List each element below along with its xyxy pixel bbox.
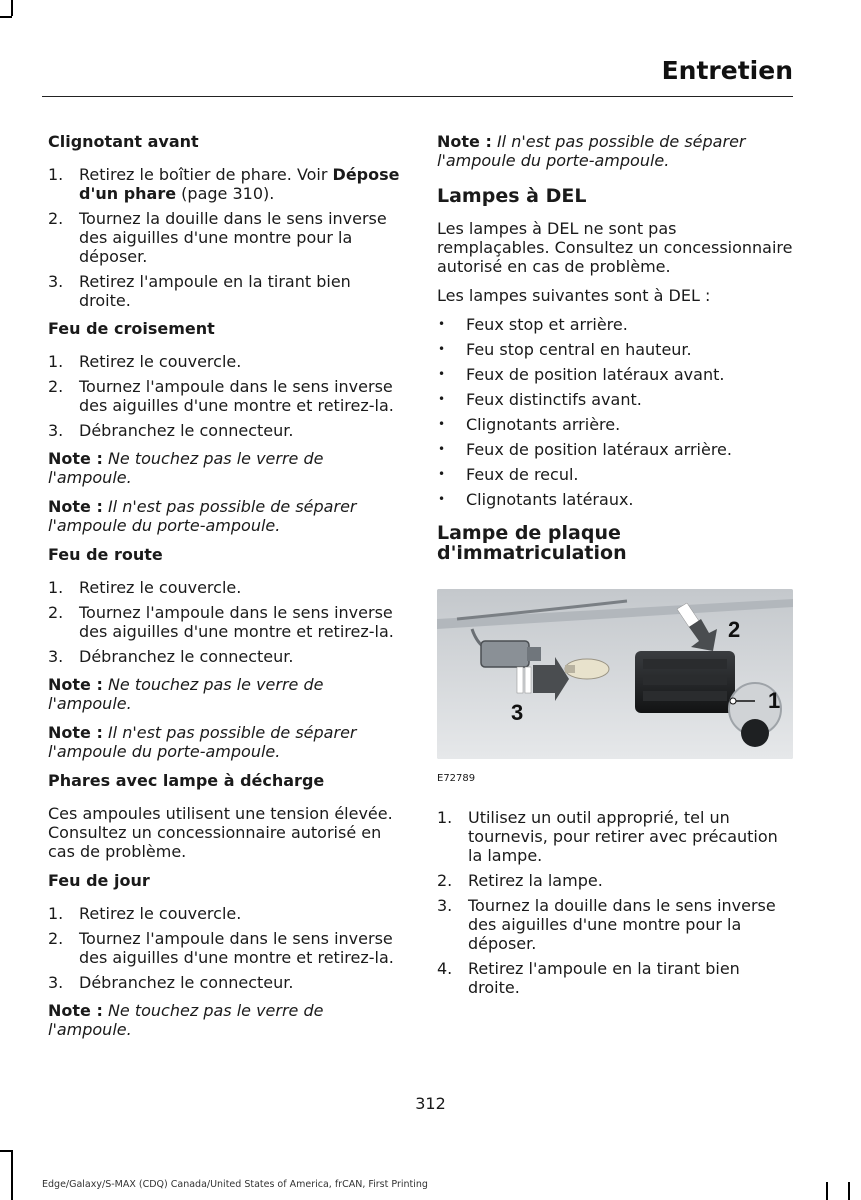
page-header <box>42 52 793 97</box>
step-list <box>48 578 404 666</box>
step-text: Retirez le couvercle. <box>79 578 242 597</box>
step-number: 2. <box>48 929 64 948</box>
license-plate-lamp-figure <box>437 589 793 759</box>
led-lamp-list <box>437 315 793 509</box>
step-number: 3. <box>48 421 64 440</box>
list-item: • Feux de position latéraux arrière. <box>437 440 793 459</box>
note-text: Il n'est pas possible de séparer l'ampoule du porte-ampoule. <box>437 132 746 170</box>
note <box>437 132 793 170</box>
crop-mark <box>11 0 13 16</box>
step-number: 2. <box>48 603 64 622</box>
crop-mark <box>11 1150 13 1200</box>
step-list <box>48 904 404 992</box>
step-text: Retirez le couvercle. <box>79 352 242 371</box>
list-item <box>48 904 404 923</box>
step-text: Retirez l'ampoule en la tirant bien droite. <box>79 272 351 310</box>
page-number: 312 <box>415 1094 446 1113</box>
list-item <box>48 352 404 371</box>
callout-3: 3 <box>511 700 524 725</box>
step-number: 2. <box>437 871 453 890</box>
callout-2: 2 <box>728 617 741 642</box>
section-title <box>437 523 793 563</box>
note <box>48 1001 404 1039</box>
list-item <box>48 647 404 666</box>
callout-1: 1 <box>768 688 781 713</box>
step-text: Retirez l'ampoule en la tirant bien droite. <box>468 959 740 997</box>
step-number: 4. <box>437 959 453 978</box>
note <box>48 449 404 487</box>
step-number: 3. <box>437 896 453 915</box>
crop-mark <box>848 1182 850 1200</box>
step-text: Tournez la douille dans le sens inverse des aiguilles d'une montre pour la déposer. <box>468 896 776 953</box>
step-text: Tournez l'ampoule dans le sens inverse des aiguilles d'une montre et retirez-la. <box>79 603 394 641</box>
step-text: Retirez le boîtier de phare. Voir <box>79 165 333 184</box>
note-text: Ne touchez pas le verre de l'ampoule. <box>48 1001 324 1039</box>
list-item: • Clignotants arrière. <box>437 415 793 434</box>
crop-mark <box>826 1182 828 1200</box>
paragraph: Les lampes à DEL ne sont pas remplaçables. Consultez un concessionnaire autorisé en cas de problème. <box>437 219 793 276</box>
list-item <box>48 272 404 310</box>
note-text: Ne touchez pas le verre de l'ampoule. <box>48 449 324 487</box>
step-number: 1. <box>48 352 64 371</box>
step-list <box>48 165 404 310</box>
step-text: Utilisez un outil approprié, tel un tournevis, pour retirer avec précaution la lampe. <box>468 808 778 865</box>
list-item: • Feu stop central en hauteur. <box>437 340 793 359</box>
list-item <box>48 421 404 440</box>
list-item: • Feux de position latéraux avant. <box>437 365 793 384</box>
step-list <box>437 808 793 997</box>
print-info: Edge/Galaxy/S-MAX (CDQ) Canada/United States of America, frCAN, First Printing <box>42 1179 428 1190</box>
step-text: Tournez la douille dans le sens inverse des aiguilles d'une montre pour la déposer. <box>79 209 387 266</box>
step-text: (page 310). <box>176 184 275 203</box>
list-item <box>437 871 793 890</box>
list-item: • Clignotants latéraux. <box>437 490 793 509</box>
step-text: Débranchez le connecteur. <box>79 421 294 440</box>
list-item <box>437 959 793 997</box>
list-item <box>48 603 404 641</box>
paragraph: Ces ampoules utilisent une tension élevée. Consultez un concessionnaire autorisé en cas de problème. <box>48 804 393 861</box>
section-title: Clignotant avant <box>48 132 199 151</box>
note-label: Note : <box>48 675 103 694</box>
list-item <box>48 377 404 415</box>
step-text: Retirez le couvercle. <box>79 904 242 923</box>
section-title: Lampes à DEL <box>437 185 587 207</box>
step-number: 3. <box>48 647 64 666</box>
cross-reference-link[interactable]: Dépose d'un phare <box>79 165 400 203</box>
note-text: Il n'est pas possible de séparer l'ampoule du porte-ampoule. <box>48 723 357 761</box>
step-number: 3. <box>48 973 64 992</box>
list-item: • Feux distinctifs avant. <box>437 390 793 409</box>
step-number: 1. <box>437 808 453 827</box>
note <box>48 723 404 761</box>
list-item <box>437 896 793 953</box>
list-item <box>48 929 404 967</box>
paragraph: Les lampes suivantes sont à DEL : <box>437 286 711 305</box>
step-text: Débranchez le connecteur. <box>79 647 294 666</box>
section-title: Feu de jour <box>48 871 150 890</box>
figure-code: E72789 <box>437 773 476 784</box>
list-item <box>48 578 404 597</box>
step-text: Tournez l'ampoule dans le sens inverse des aiguilles d'une montre et retirez-la. <box>79 377 394 415</box>
note <box>48 497 404 535</box>
note-text: Ne touchez pas le verre de l'ampoule. <box>48 675 324 713</box>
note-text: Il n'est pas possible de séparer l'ampoule du porte-ampoule. <box>48 497 357 535</box>
step-number: 1. <box>48 578 64 597</box>
note-label: Note : <box>48 1001 103 1020</box>
step-number: 1. <box>48 165 64 184</box>
step-list <box>48 352 404 440</box>
crop-mark <box>0 16 12 18</box>
step-text: Tournez l'ampoule dans le sens inverse des aiguilles d'une montre et retirez-la. <box>79 929 394 967</box>
list-item <box>48 973 404 992</box>
note-label: Note : <box>437 132 492 151</box>
list-item: • Feux de recul. <box>437 465 793 484</box>
note-label: Note : <box>48 723 103 742</box>
step-text: Retirez la lampe. <box>468 871 603 890</box>
left-column <box>48 132 404 1049</box>
step-number: 3. <box>48 272 64 291</box>
step-number: 1. <box>48 904 64 923</box>
list-item <box>437 808 793 865</box>
note-label: Note : <box>48 497 103 516</box>
section-title: Feu de route <box>48 545 163 564</box>
figure-illustration <box>437 589 793 759</box>
step-number: 2. <box>48 209 64 228</box>
crop-mark <box>0 1150 12 1152</box>
list-item <box>48 165 404 203</box>
step-text: Débranchez le connecteur. <box>79 973 294 992</box>
section-title: Phares avec lampe à décharge <box>48 771 325 790</box>
list-item: • Feux stop et arrière. <box>437 315 793 334</box>
section-title-line: Lampe de plaque <box>437 522 621 544</box>
step-number: 2. <box>48 377 64 396</box>
section-title-line: d'immatriculation <box>437 542 627 564</box>
note <box>48 675 404 713</box>
page-title: Entretien <box>661 56 793 85</box>
section-title: Feu de croisement <box>48 319 215 338</box>
note-label: Note : <box>48 449 103 468</box>
right-column <box>437 132 793 1006</box>
list-item <box>48 209 404 266</box>
